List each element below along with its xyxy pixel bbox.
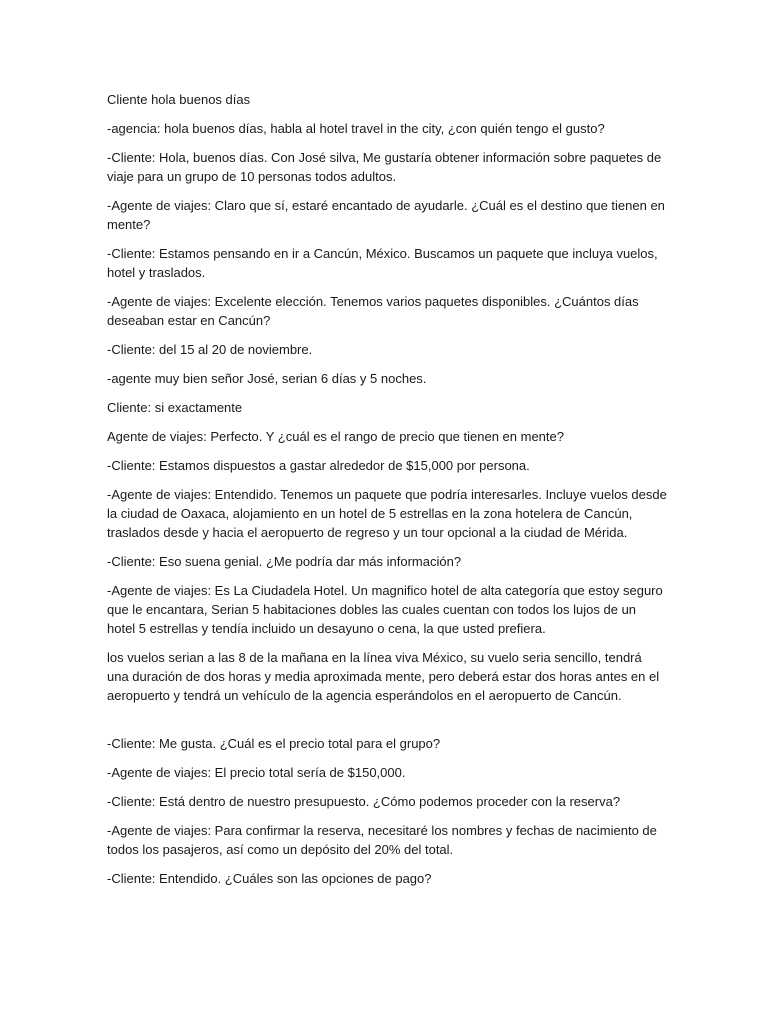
paragraph-8: -agente muy bien señor José, serian 6 días y 5 noches. (107, 371, 427, 386)
paragraph-11: -Cliente: Estamos dispuestos a gastar alrededor de $15,000 por persona. (107, 458, 530, 473)
paragraph-12: -Agente de viajes: Entendido. Tenemos un paquete que podría interesarles. Incluye vuelos desde la ciudad de Oaxaca, alojamiento en un hotel de 5 estrellas en la zona hotelera de Cancún, traslados desde y hacia el aeropuerto de regreso y un tour opcional a la ciudad de Mérida. (107, 487, 667, 540)
paragraph-14: -Agente de viajes: Es La Ciudadela Hotel. Un magnifico hotel de alta categoría que estoy seguro que le encantara, Serian 5 habitaciones dobles las cuales cuentan con todos los lujos de un hotel 5 estrellas y tendía incluido un desayuno o cena, la que usted prefiera. (107, 583, 663, 636)
paragraph-2: -agencia: hola buenos días, habla al hotel travel in the city, ¿con quién tengo el gusto? (107, 121, 605, 136)
paragraph-18: -Cliente: Está dentro de nuestro presupuesto. ¿Cómo podemos proceder con la reserva? (107, 794, 621, 809)
paragraph-16: -Cliente: Me gusta. ¿Cuál es el precio total para el grupo? (107, 736, 441, 751)
paragraph-4: -Agente de viajes: Claro que sí, estaré encantado de ayudarle. ¿Cuál es el destino que tienen en mente? (107, 198, 665, 232)
paragraph-7: -Cliente: del 15 al 20 de noviembre. (107, 342, 313, 357)
paragraph-15: los vuelos serian a las 8 de la mañana en la línea viva México, su vuelo seria sencillo, tendrá una duración de dos horas y media aproximada mente, pero deberá estar dos horas antes en el aeropuerto y tendrá un vehículo de la agencia esperándolos en el aeropuerto de Cancún. (107, 650, 660, 703)
paragraph-20: -Cliente: Entendido. ¿Cuáles son las opciones de pago? (107, 871, 432, 886)
document-body (107, 90, 667, 898)
paragraph-9: Cliente: si exactamente (107, 400, 243, 415)
paragraph-5: -Cliente: Estamos pensando en ir a Cancún, México. Buscamos un paquete que incluya vuelos, hotel y traslados. (107, 246, 658, 280)
paragraph-3: -Cliente: Hola, buenos días. Con José silva, Me gustaría obtener información sobre paquetes de viaje para un grupo de 10 personas todos adultos. (107, 150, 662, 184)
paragraph-1: Cliente hola buenos días (107, 92, 251, 107)
paragraph-10: Agente de viajes: Perfecto. Y ¿cuál es el rango de precio que tienen en mente? (107, 429, 564, 444)
paragraph-19: -Agente de viajes: Para confirmar la reserva, necesitaré los nombres y fechas de nacimiento de todos los pasajeros, así como un depósito del 20% del total. (107, 823, 657, 857)
paragraph-spacer (107, 715, 667, 734)
paragraph-13: -Cliente: Eso suena genial. ¿Me podría dar más información? (107, 554, 462, 569)
paragraph-17: -Agente de viajes: El precio total sería de $150,000. (107, 765, 406, 780)
paragraph-6: -Agente de viajes: Excelente elección. Tenemos varios paquetes disponibles. ¿Cuántos días deseaban estar en Cancún? (107, 294, 639, 328)
